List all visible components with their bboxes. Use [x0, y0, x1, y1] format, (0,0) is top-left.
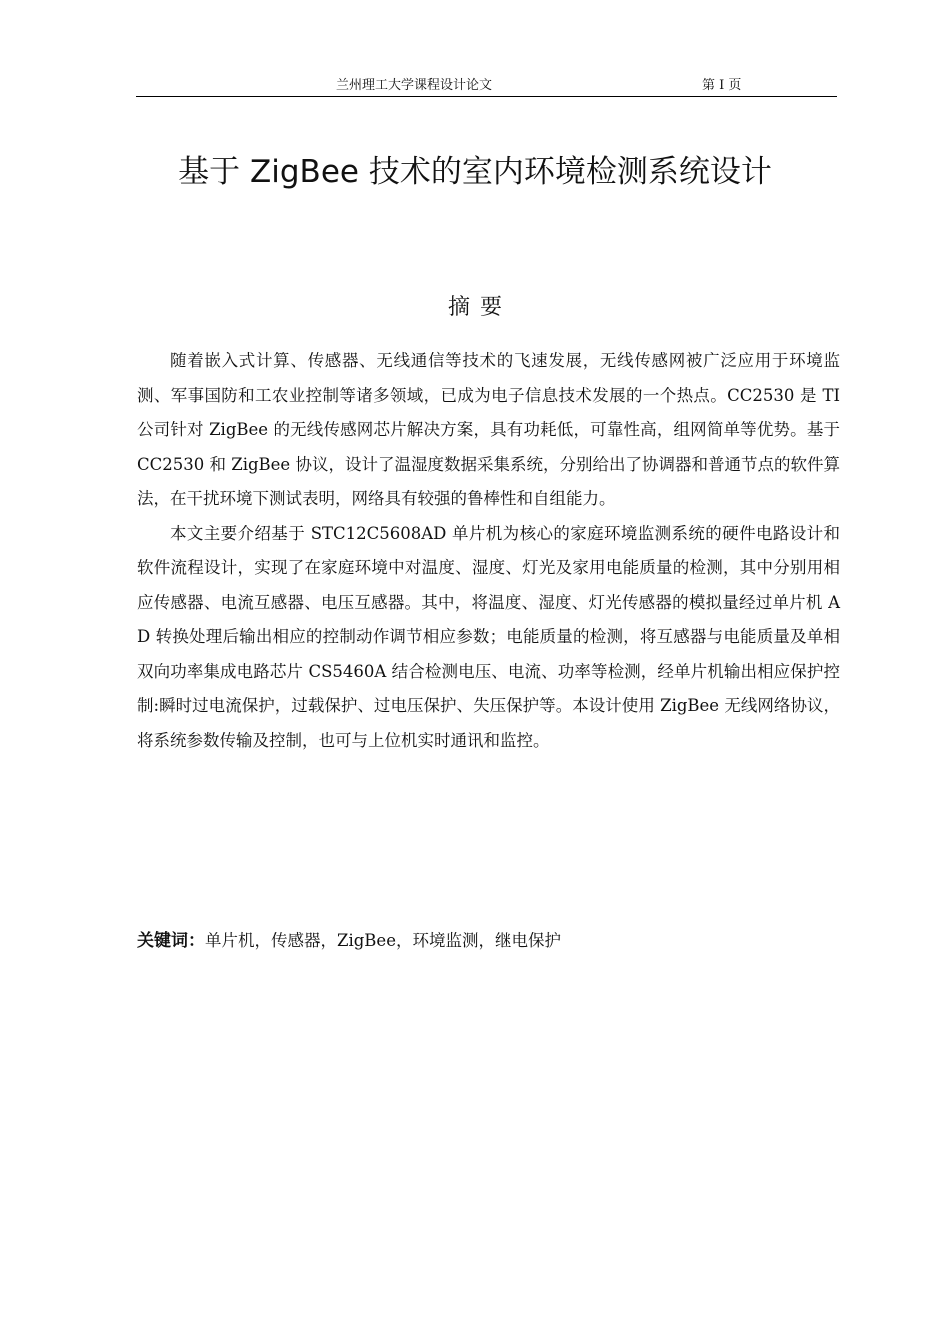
abstract-body [137, 344, 840, 758]
keywords-line [137, 926, 840, 956]
abstract-paragraph-2: 本文主要介绍基于 STC12C5608AD 单片机为核心的家庭环境监测系统的硬件电路设计和软件流程设计，实现了在家庭环境中对温度、湿度、灯光及家用电能质量的检测，其中分别用相应传感器、电流互感器、电压互感器。其中，将温度、湿度、灯光传感器的模拟量经过单片机 AD 转换处理后输出相应的控制动作调节相应参数；电能质量的检测，将互感器与电能质量及单相双向功率集成电路芯片 CS5460A 结合检测电压、电流、功率等检测，经单片机输出相应保护控制:瞬时过电流保护，过载保护、过电压保护、失压保护等。本设计使用 ZigBee 无线网络协议，将系统参数传输及控制，也可与上位机实时通讯和监控。 [137, 523, 840, 750]
keywords-label: 关键词： [137, 931, 205, 951]
header-page-number: 第 I 页 [702, 78, 742, 93]
page-header [136, 78, 837, 97]
abstract-heading: 摘要 [447, 295, 512, 320]
document-title: 基于 ZigBee 技术的室内环境检测系统设计 [178, 154, 772, 190]
abstract-paragraph-1: 随着嵌入式计算、传感器、无线通信等技术的飞速发展，无线传感网被广泛应用于环境监测、军事国防和工农业控制等诸多领域，已成为电子信息技术发展的一个热点。CC2530 是 TI 公司针对 ZigBee 的无线传感网芯片解决方案，具有功耗低，可靠性高，组网简单等优势。基于 CC2530 和 ZigBee 协议，设计了温湿度数据采集系统，分别给出了协调器和普通节点的软件算法，在干扰环境下测试表明，网络具有较强的鲁棒性和自组能力。 [137, 351, 840, 508]
keywords-text: 单片机，传感器，ZigBee，环境监测，继电保护 [205, 931, 561, 950]
header-title: 兰州理工大学课程设计论文 [336, 78, 493, 93]
